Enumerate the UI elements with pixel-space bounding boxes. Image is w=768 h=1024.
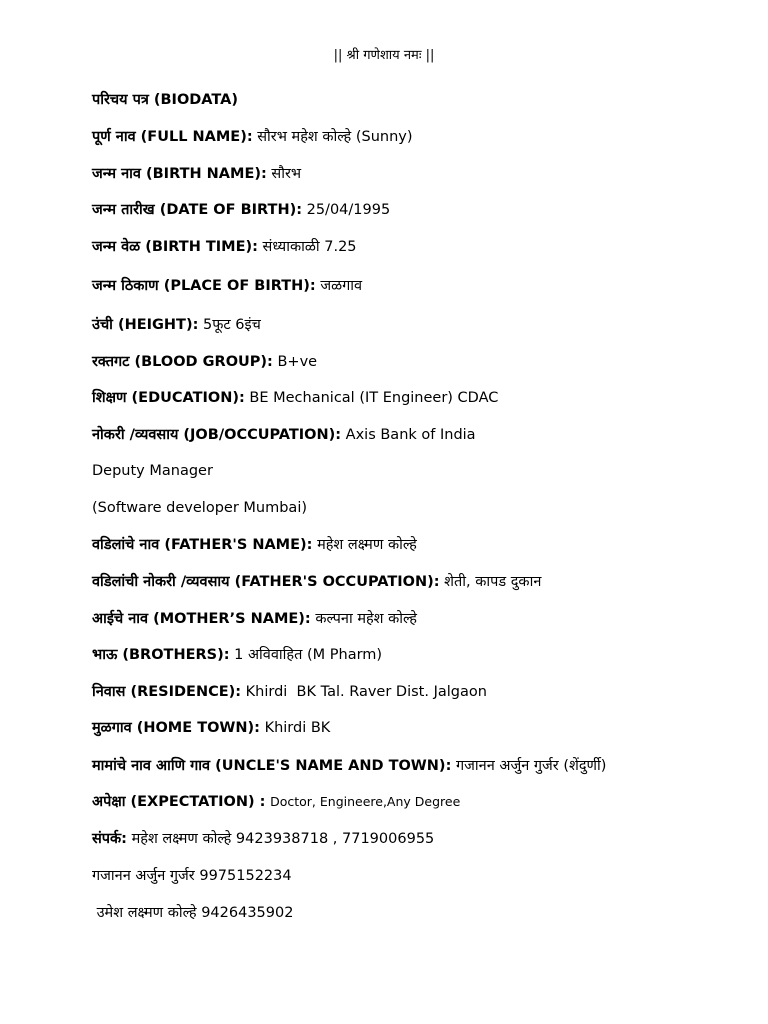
full-name-value: सौरभ महेश कोल्हे (Sunny) [257, 129, 413, 145]
home-town-label: मुळगाव (HOME TOWN): [92, 720, 260, 736]
uncle-value: गजानन अर्जुन गुर्जर (शेंदुर्णी) [455, 758, 607, 774]
father-name-row [92, 535, 417, 555]
father-name-value: महेश लक्ष्मण कोल्हे [317, 537, 417, 553]
contact-line-2: गजानन अर्जुन गुर्जर 9975152234 [92, 868, 292, 884]
invocation-header: || श्री गणेशाय नमः || [333, 48, 435, 63]
job-row [92, 425, 476, 445]
full-name-row [92, 127, 413, 147]
home-town-value: Khirdi BK [264, 720, 331, 736]
contact-row [92, 829, 434, 849]
blood-group-label: रक्तगट (BLOOD GROUP): [92, 354, 273, 370]
father-occupation-row [92, 572, 541, 592]
birth-name-label: जन्म नाव (BIRTH NAME): [92, 166, 267, 182]
brothers-row [92, 645, 382, 665]
contact-value: महेश लक्ष्मण कोल्हे 9423938718 , 7719006955 [131, 831, 435, 847]
job-label: नोकरी /व्यवसाय (JOB/OCCUPATION): [92, 427, 342, 443]
dob-value: 25/04/1995 [306, 202, 391, 218]
residence-label: निवास (RESIDENCE): [92, 684, 242, 700]
education-label: शिक्षण (EDUCATION): [92, 390, 245, 406]
father-occupation-label: वडिलांची नोकरी /व्यवसाय (FATHER'S OCCUPATION): [92, 574, 440, 590]
height-label: उंची (HEIGHT): [92, 317, 199, 333]
residence-value: Khirdi BK Tal. Raver Dist. Jalgaon [245, 684, 487, 700]
expectation-value: Doctor, Engineere,Any Degree [270, 794, 461, 809]
job-designation: Deputy Manager [92, 463, 213, 479]
birth-place-row [92, 276, 362, 296]
home-town-row [92, 718, 330, 738]
father-name-label: वडिलांचे नाव (FATHER'S NAME): [92, 537, 313, 553]
uncle-row [92, 756, 606, 776]
birth-time-value: संध्याकाळी 7.25 [262, 239, 357, 255]
mother-name-value: कल्पना महेश कोल्हे [315, 611, 417, 627]
height-value: 5फूट 6इंच [202, 317, 261, 333]
blood-group-value: B+ve [277, 354, 318, 370]
birth-name-row [92, 164, 301, 184]
contact-line-3: उमेश लक्ष्मण कोल्हे 9426435902 [92, 905, 294, 921]
birth-place-value: जळगाव [320, 278, 363, 294]
blood-group-row [92, 352, 317, 372]
education-row [92, 388, 498, 408]
height-row [92, 315, 261, 335]
birth-time-label: जन्म वेळ (BIRTH TIME): [92, 239, 258, 255]
brothers-value: 1 अविवाहित (M Pharm) [234, 647, 383, 663]
job-value: Axis Bank of India [345, 427, 476, 443]
full-name-label: पूर्ण नाव (FULL NAME): [92, 129, 253, 145]
mother-name-row [92, 609, 417, 629]
job-role: (Software developer Mumbai) [92, 500, 308, 516]
dob-row [92, 200, 390, 220]
expectation-row [92, 792, 460, 812]
education-value: BE Mechanical (IT Engineer) CDAC [249, 390, 499, 406]
uncle-label: मामांचे नाव आणि गाव (UNCLE'S NAME AND TOWN): [92, 758, 452, 774]
expectation-label: अपेक्षा (EXPECTATION) : [92, 794, 266, 810]
birth-name-value: सौरभ [271, 166, 302, 182]
document-title: परिचय पत्र (BIODATA) [92, 92, 239, 108]
birth-time-row [92, 237, 357, 257]
brothers-label: भाऊ (BROTHERS): [92, 647, 230, 663]
birth-place-label: जन्म ठिकाण (PLACE OF BIRTH): [92, 278, 316, 294]
contact-label: संपर्क: [92, 831, 127, 847]
dob-label: जन्म तारीख (DATE OF BIRTH): [92, 202, 302, 218]
mother-name-label: आईचे नाव (MOTHER’S NAME): [92, 611, 311, 627]
residence-row [92, 682, 487, 702]
father-occupation-value: शेती, कापड दुकान [444, 574, 542, 590]
